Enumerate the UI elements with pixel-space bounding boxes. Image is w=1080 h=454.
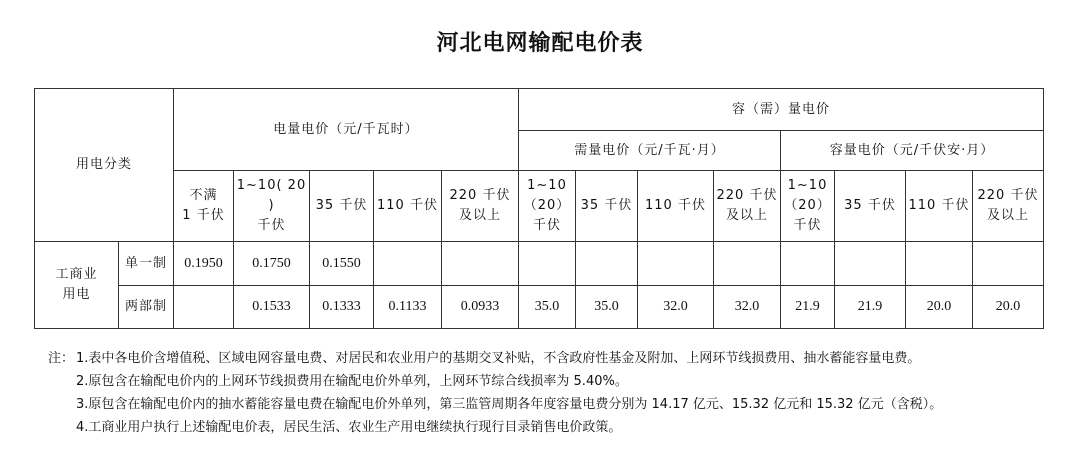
table-cell: 32.0 [638,286,714,329]
page-title: 河北电网输配电价表 [436,31,644,56]
note-text: 2.原包含在输配电价内的上网环节线损费用在输配电价外单列，上网环节综合线损率为 5.40%。 [76,374,628,389]
voltage-header-cell: 1~10 （20） 千伏 [781,171,835,242]
voltage-header-row [35,171,1044,242]
table-cell [638,242,714,286]
table-cell [906,242,973,286]
table-cell [174,286,234,329]
row-label: 两部制 [119,286,174,329]
note-line [48,416,1068,439]
table-row [35,286,1044,329]
table-cell: 0.1550 [310,242,374,286]
table-cell: 32.0 [714,286,781,329]
voltage-header-cell: 35 千伏 [310,171,374,242]
capacity-demand-header: 容（需）量电价 [519,89,1044,131]
voltage-header-cell: 220 千伏 及以上 [973,171,1044,242]
voltage-header-cell: 1~10 （20） 千伏 [519,171,576,242]
table-cell [714,242,781,286]
table-cell: 20.0 [906,286,973,329]
note-line [48,393,1068,416]
demand-price-header: 需量电价（元/千瓦·月） [519,131,781,171]
category-header: 用电分类 [35,89,174,242]
table-cell: 0.1533 [234,286,310,329]
table-cell: 21.9 [835,286,906,329]
table-cell [973,242,1044,286]
voltage-header-cell: 220 千伏 及以上 [714,171,781,242]
table-row [35,242,1044,286]
voltage-header-cell: 110 千伏 [638,171,714,242]
note-line [48,347,1068,370]
table-cell [519,242,576,286]
notes [48,347,1068,439]
row-label: 单一制 [119,242,174,286]
voltage-header-cell: 110 千伏 [374,171,442,242]
energy-price-header: 电量电价（元/千瓦时） [174,89,519,171]
table-cell [781,242,835,286]
voltage-header-cell: 35 千伏 [835,171,906,242]
tariff-table [34,88,1044,329]
table-cell: 0.1750 [234,242,310,286]
table-cell: 20.0 [973,286,1044,329]
note-text: 4.工商业用户执行上述输配电价表，居民生活、农业生产用电继续执行现行目录销售电价政策。 [76,420,622,435]
table-cell: 0.1133 [374,286,442,329]
table-cell: 0.0933 [442,286,519,329]
note-text: 1.表中各电价含增值税、区域电网容量电费、对居民和农业用户的基期交叉补贴，不含政府性基金及附加、上网环节线损费用、抽水蓄能容量电费。 [76,351,921,366]
voltage-header-cell: 35 千伏 [576,171,638,242]
table-cell [835,242,906,286]
capacity-price-header: 容量电价（元/千伏安·月） [781,131,1044,171]
note-prefix: 注： [48,351,75,366]
table-cell: 35.0 [519,286,576,329]
table-cell: 0.1950 [174,242,234,286]
voltage-header-cell: 不满 1 千伏 [174,171,234,242]
voltage-header-cell: 1~10( 20 ) 千伏 [234,171,310,242]
voltage-header-cell: 110 千伏 [906,171,973,242]
voltage-header-cell: 220 千伏 及以上 [442,171,519,242]
table-cell [442,242,519,286]
table-cell: 21.9 [781,286,835,329]
note-text: 3.原包含在输配电价内的抽水蓄能容量电费在输配电价外单列，第三监管周期各年度容量电费分别为 14.17 亿元、15.32 亿元和 15.32 亿元（含税）。 [76,397,943,412]
table-cell [374,242,442,286]
table-cell: 0.1333 [310,286,374,329]
note-line [48,370,1068,393]
table-cell: 35.0 [576,286,638,329]
table-cell [576,242,638,286]
row-group-label: 工商业 用电 [35,242,119,329]
